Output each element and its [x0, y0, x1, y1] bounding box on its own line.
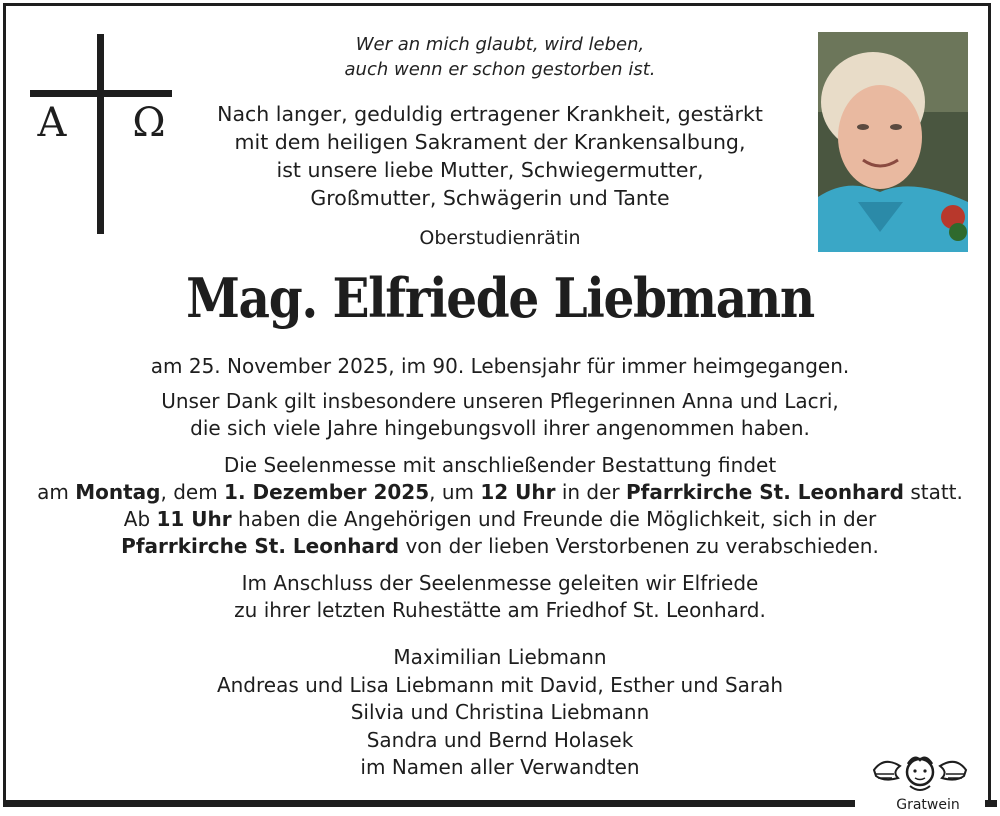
mourner-line: Andreas und Lisa Liebmann mit David, Esther und Sarah [216, 672, 784, 697]
text-segment: , dem [160, 480, 225, 504]
alpha-omega-cross-icon [30, 34, 180, 238]
thanks-text [0, 388, 1000, 442]
thanks-line: die sich viele Jahre hingebungsvoll ihrer angenommen haben. [190, 416, 810, 440]
alpha-glyph: A [37, 100, 67, 146]
text-segment: haben die Angehörigen und Freunde die Möglichkeit, sich in der [231, 507, 877, 531]
text-segment: , um [429, 480, 481, 504]
funeral-time: 12 Uhr [480, 480, 556, 504]
funeral-line [0, 533, 1000, 560]
portrait-photo [818, 32, 968, 252]
mourners-list [0, 644, 1000, 782]
funeral-line [0, 479, 1000, 506]
omega-glyph: Ω [132, 100, 166, 146]
funeral-date: 1. Dezember 2025 [224, 480, 430, 504]
funeral-home-name: Gratwein [896, 797, 960, 813]
text-segment: in der [555, 480, 627, 504]
funeral-line: Die Seelenmesse mit anschließender Bestattung findet [223, 453, 777, 477]
text-segment: Ab [123, 507, 157, 531]
intro-line: Großmutter, Schwägerin und Tante [310, 186, 670, 210]
text-segment: am [37, 480, 76, 504]
funeral-place: Pfarrkirche St. Leonhard [626, 480, 904, 504]
verse-line: Wer an mich glaubt, wird leben, [355, 34, 645, 55]
intro-line: mit dem heiligen Sakrament der Krankensalbung, [234, 130, 746, 154]
verse-line: auch wenn er schon gestorben ist. [344, 59, 656, 80]
burial-line: Im Anschluss der Seelenmesse geleiten wir Elfriede [241, 571, 759, 595]
burial-line: zu ihrer letzten Ruhestätte am Friedhof St. Leonhard. [234, 598, 766, 622]
intro-text [190, 100, 790, 212]
academic-title: Oberstudienrätin [419, 227, 581, 249]
mourner-line: im Namen aller Verwandten [360, 755, 640, 779]
text-segment: statt. [903, 480, 963, 504]
burial-text [0, 570, 1000, 624]
mourner-line: Maximilian Liebmann [393, 645, 607, 669]
bible-verse [200, 32, 800, 82]
funeral-details [0, 452, 1000, 560]
viewing-time: 11 Uhr [156, 507, 232, 531]
funeral-line [0, 506, 1000, 533]
mourner-line: Sandra und Bernd Holasek [366, 727, 634, 752]
funeral-day: Montag [75, 480, 161, 504]
intro-line: Nach langer, geduldig ertragener Krankheit, gestärkt [217, 102, 763, 126]
viewing-place: Pfarrkirche St. Leonhard [121, 534, 400, 558]
bottom-rule [3, 800, 855, 807]
mourner-line: Silvia und Christina Liebmann [350, 700, 650, 724]
text-segment: von der lieben Verstorbenen zu verabschieden. [399, 534, 879, 558]
thanks-line: Unser Dank gilt insbesondere unseren Pflegerinnen Anna und Lacri, [161, 389, 839, 413]
death-date-line: am 25. November 2025, im 90. Lebensjahr für immer heimgegangen. [150, 354, 850, 378]
angel-logo-icon [870, 752, 970, 796]
intro-line: ist unsere liebe Mutter, Schwiegermutter, [276, 158, 704, 182]
deceased-name: Mag. Elfriede Liebmann [186, 266, 814, 330]
